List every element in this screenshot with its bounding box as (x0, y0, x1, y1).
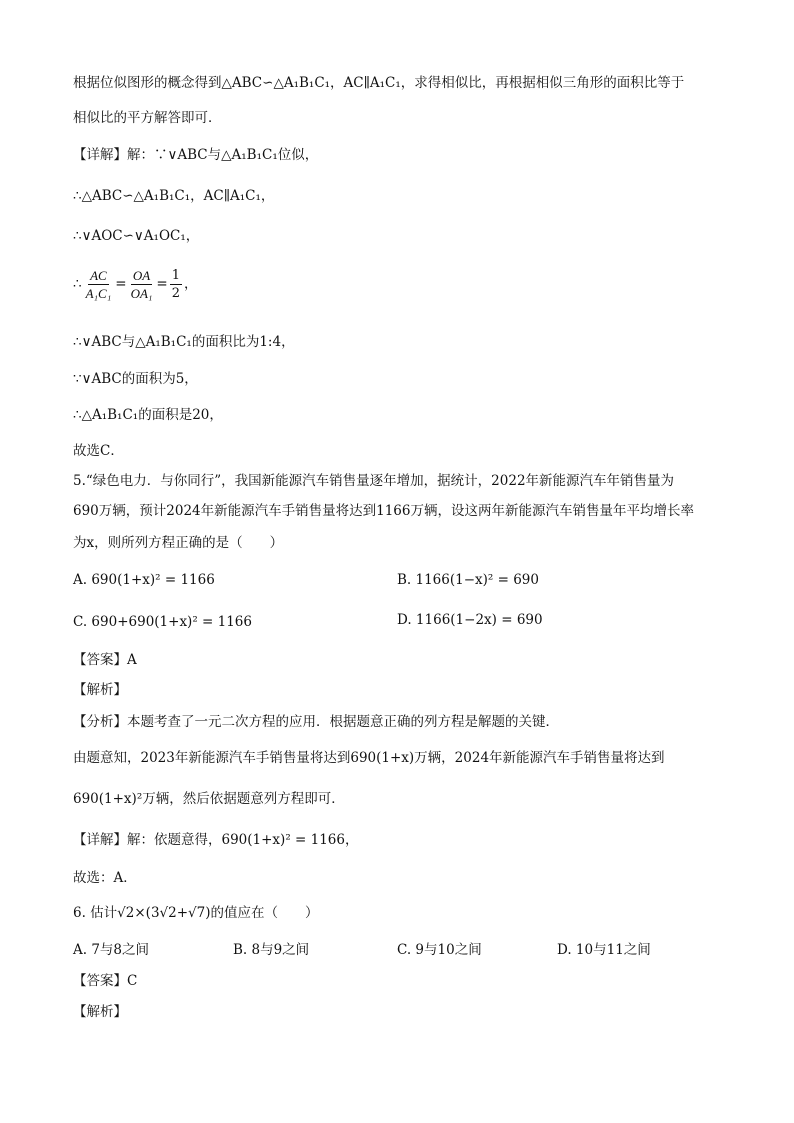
text-line: ∴∨ABC与△A₁B₁C₁的面积比为1:4， (73, 334, 295, 350)
fraction: $\frac{OA}{\text{OA₁}}$ (130, 268, 153, 301)
option-c: C. 690+690(1+x)² = 1166 (73, 614, 252, 630)
fraction: $\frac{AC}{\text{A₁C₁}}$ (85, 268, 112, 301)
option-d: D. 10与11之间 (557, 942, 651, 958)
text-line: 故选：A． (73, 870, 137, 886)
text-line: ∴△ABC∽△A₁B₁C₁，AC∥A₁C₁， (73, 188, 275, 204)
question-6-stem: 6. 估计√2×(3√2+√7)的值应在（ ） (73, 905, 319, 921)
option-b: B. 1166(1−x)² = 690 (397, 572, 539, 588)
text-line: 根据位似图形的概念得到△ABC∽△A₁B₁C₁，AC∥A₁C₁，求得相似比，再根据相似三角形的面积比等于 (73, 75, 685, 91)
detail-label-line: 【详解】解：∵∨ABC与△A₁B₁C₁位似， (73, 147, 319, 163)
text-line: 故选C． (73, 443, 124, 459)
option-c: C. 9与10之间 (397, 942, 482, 958)
analysis-label: 【解析】 (73, 1004, 127, 1020)
text-line: ∴△A₁B₁C₁的面积是20， (73, 407, 223, 423)
fraction-equation: ∴ $\frac{AC}{\text{A₁C₁}}$ = $\frac{OA}{\text{OA₁}}$ = $\frac{1}{2}$ ， (73, 268, 198, 301)
text-line: 690(1+x)²万辆，然后依据题意列方程即可． (73, 791, 345, 807)
question-5-stem: 690万辆，预计2024年新能源汽车手销售量将达到1166万辆，设这两年新能源汽车销售量年平均增长率 (73, 503, 694, 519)
detail-label-line: 【详解】解：依题意得，690(1+x)² = 1166， (73, 832, 359, 848)
option-a: A. 7与8之间 (73, 942, 150, 958)
answer-label: 【答案】C (73, 973, 138, 989)
text-line: ∵∨ABC的面积为5， (73, 371, 198, 387)
option-d: D. 1166(1−2x) = 690 (397, 612, 543, 628)
analysis-label: 【解析】 (73, 682, 127, 698)
text-line: 相似比的平方解答即可． (73, 110, 222, 126)
option-b: B. 8与9之间 (233, 942, 310, 958)
question-5-stem: 5.“绿色电力．与你同行”，我国新能源汽车销售量逐年增加，据统计，2022年新能源汽车年销售量为 (73, 473, 675, 489)
answer-label: 【答案】A (73, 652, 137, 668)
fraction: $\frac{1}{2}$ (171, 268, 181, 301)
text-line: 【分析】本题考查了一元二次方程的应用．根据题意正确的列方程是解题的关键． (73, 714, 559, 730)
option-a: A. 690(1+x)² = 1166 (73, 572, 215, 588)
question-5-stem: 为x，则所列方程正确的是（ ） (73, 535, 284, 551)
text-line: 由题意知，2023年新能源汽车手销售量将达到690(1+x)万辆，2024年新能源汽车手销售量将达到 (73, 750, 665, 766)
text-line: ∴∨AOC∽∨A₁OC₁， (73, 228, 200, 244)
